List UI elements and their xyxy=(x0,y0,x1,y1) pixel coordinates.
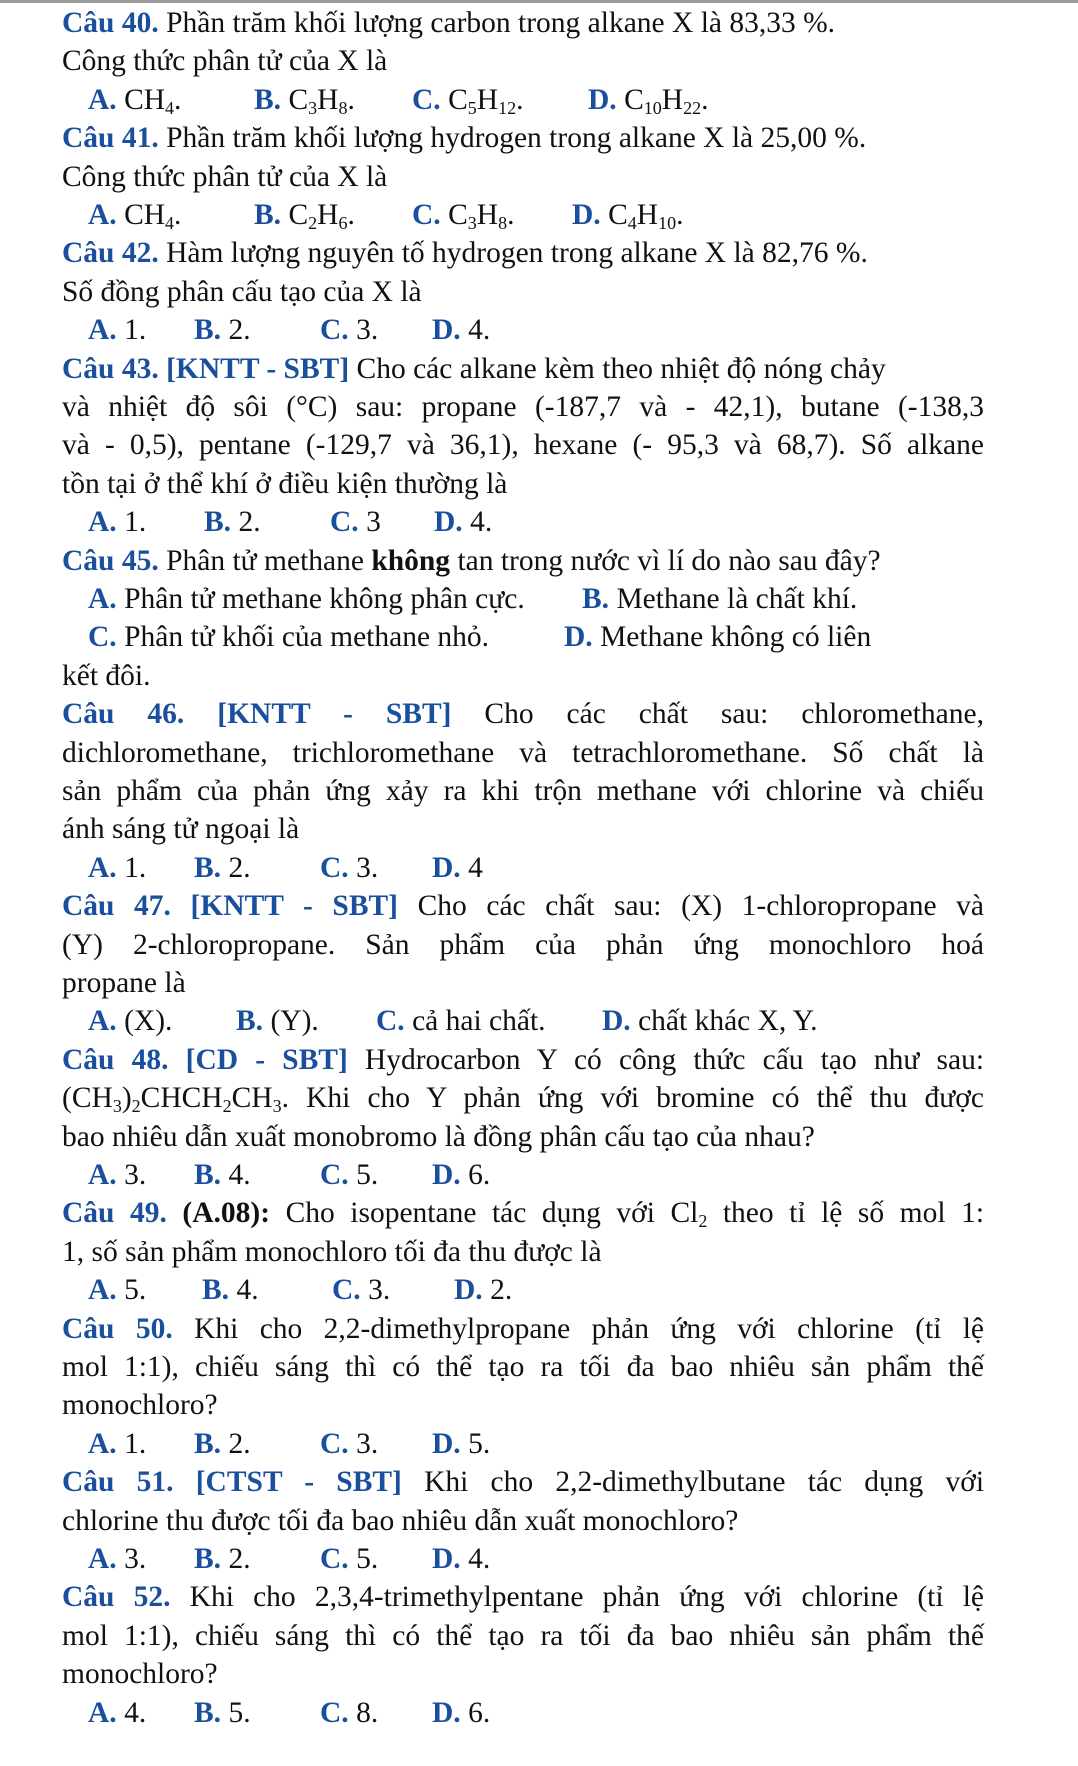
option-a[interactable]: A. $CH_4$. xyxy=(88,83,182,118)
option-b[interactable]: B. 2. xyxy=(194,1427,251,1460)
option-c[interactable]: C. $C_3H_8$. xyxy=(412,199,515,234)
answer-options xyxy=(62,1002,984,1040)
question-text-line2: Công thức phân tử của X là xyxy=(62,45,388,78)
question-text-rest: tan trong nước vì lí do nào sau đây? xyxy=(457,544,881,577)
option-b[interactable]: B. 2. xyxy=(194,314,251,347)
option-d[interactable]: D. 4. xyxy=(434,506,493,539)
question-number: Câu 50. xyxy=(62,1312,173,1345)
top-rule xyxy=(0,0,1078,3)
option-a[interactable]: A. 5. xyxy=(88,1274,147,1307)
answer-options xyxy=(62,311,984,349)
option-a[interactable]: A. 1. xyxy=(88,851,147,884)
option-d[interactable]: D. 5. xyxy=(432,1427,491,1460)
option-a[interactable]: A. 4. xyxy=(88,1696,147,1729)
option-c[interactable]: C. 3. xyxy=(320,851,379,884)
option-d[interactable]: D. 4. xyxy=(432,314,491,347)
option-c[interactable]: C. 8. xyxy=(320,1696,379,1729)
option-c[interactable]: C. Phân tử khối của methane nhỏ. xyxy=(88,621,490,654)
question-40 xyxy=(62,4,984,119)
question-text: Khi cho 2,2-dimethylpropane phản ứng với chlorine (tỉ lệ xyxy=(194,1312,985,1345)
answer-options xyxy=(62,1540,984,1578)
question-number: Câu 47. xyxy=(62,890,171,923)
question-number: Câu 42. xyxy=(62,237,159,270)
answer-options xyxy=(62,618,984,656)
option-b[interactable]: B. 4. xyxy=(202,1274,259,1307)
question-51 xyxy=(62,1463,984,1578)
option-c[interactable]: C. 3. xyxy=(320,1427,379,1460)
option-a[interactable]: A. $CH_4$. xyxy=(88,199,182,234)
question-text-line2: dichloromethane, trichloromethane và tetrachloromethane. Số chất là xyxy=(62,736,984,769)
question-number: Câu 51. xyxy=(62,1466,174,1499)
option-d[interactable]: D. 4 xyxy=(432,851,483,884)
option-b[interactable]: B. 5. xyxy=(194,1696,251,1729)
question-text: Cho các chất sau: chloromethane, xyxy=(484,698,984,731)
source-tag: [KNTT - SBT] xyxy=(166,352,350,385)
option-d[interactable]: D. $C_{10}H_{22}$. xyxy=(588,83,709,118)
answer-options xyxy=(62,849,984,887)
option-a[interactable]: A. 1. xyxy=(88,1427,147,1460)
question-number: Câu 41. xyxy=(62,122,159,155)
question-text-line2: chlorine thu được tối đa bao nhiêu dẫn xuất monochloro? xyxy=(62,1504,739,1537)
option-d[interactable]: D. 6. xyxy=(432,1159,491,1192)
question-48 xyxy=(62,1041,984,1195)
question-text-rest: theo tỉ lệ số mol 1: xyxy=(722,1197,985,1230)
question-number: Câu 52. xyxy=(62,1581,171,1614)
answer-options xyxy=(62,1425,984,1463)
option-a[interactable]: A. Phân tử methane không phân cực. xyxy=(88,583,525,616)
question-52 xyxy=(62,1578,984,1732)
option-b[interactable]: B. $C_3H_8$. xyxy=(254,83,355,118)
question-number: Câu 46. xyxy=(62,698,185,731)
option-d[interactable]: D. 4. xyxy=(432,1543,491,1576)
question-46 xyxy=(62,695,984,887)
question-number: Câu 43. xyxy=(62,352,159,385)
answer-options xyxy=(62,1271,984,1309)
question-text-line2: mol 1:1), chiếu sáng thì có thể tạo ra tối đa bao nhiêu sản phẩm thế xyxy=(62,1619,984,1652)
option-a[interactable]: A. 3. xyxy=(88,1159,147,1192)
question-text-line2: 1, số sản phẩm monochloro tối đa thu được là xyxy=(62,1235,602,1268)
option-b[interactable]: B. $C_2H_6$. xyxy=(254,199,355,234)
option-d-continued: kết đôi. xyxy=(62,659,151,692)
structural-formula: $(CH_3)_2CHCH_2CH_3$. xyxy=(62,1082,289,1117)
option-c[interactable]: C. 3. xyxy=(320,314,379,347)
question-41 xyxy=(62,119,984,234)
option-c[interactable]: C. $C_5H_{12}$. xyxy=(412,83,524,118)
option-a[interactable]: A. 1. xyxy=(88,506,147,539)
option-c[interactable]: C. 5. xyxy=(320,1159,379,1192)
question-text: Cho isopentane tác dụng với Cl xyxy=(285,1197,699,1230)
option-a[interactable]: A. (X). xyxy=(88,1005,173,1038)
option-c[interactable]: C. 5. xyxy=(320,1543,379,1576)
question-text-line2: và nhiệt độ sôi (°C) sau: propane (-187,7 và - 42,1), butane (-138,3 xyxy=(62,391,984,424)
answer-options xyxy=(62,503,984,541)
option-d[interactable]: D. $C_4H_{10}$. xyxy=(572,199,684,234)
question-text: Phần trăm khối lượng hydrogen trong alkane X là 25,00 %. xyxy=(166,122,867,155)
option-c[interactable]: C. 3 xyxy=(330,506,381,539)
question-text: Khi cho 2,3,4-trimethylpentane phản ứng với chlorine (tỉ lệ xyxy=(189,1581,985,1614)
answer-options xyxy=(62,81,984,119)
question-text-line3: và - 0,5), pentane (-129,7 và 36,1), hexane (- 95,3 và 68,7). Số alkane xyxy=(62,429,984,462)
option-b[interactable]: B. 2. xyxy=(194,1543,251,1576)
question-text-line2: Số đồng phân cấu tạo của X là xyxy=(62,275,422,308)
question-text-line3: monochloro? xyxy=(62,1389,218,1422)
question-text: Khi cho 2,2-dimethylbutane tác dụng với xyxy=(424,1466,985,1499)
question-42 xyxy=(62,234,984,349)
option-b[interactable]: B. 2. xyxy=(204,506,261,539)
question-text-line4: ánh sáng tử ngoại là xyxy=(62,813,300,846)
question-text-line3: monochloro? xyxy=(62,1658,218,1691)
option-c[interactable]: C. cả hai chất. xyxy=(376,1005,546,1038)
question-text-line3: sản phẩm của phản ứng xảy ra khi trộn methane với chlorine và chiếu xyxy=(62,775,984,808)
option-a[interactable]: A. 3. xyxy=(88,1543,147,1576)
emphasis-text: không xyxy=(371,544,451,577)
question-43 xyxy=(62,350,984,542)
answer-options xyxy=(62,1694,984,1732)
option-d[interactable]: D. chất khác X, Y. xyxy=(602,1005,818,1038)
question-text-line3: bao nhiêu dẫn xuất monobromo là đồng phân cấu tạo của nhau? xyxy=(62,1120,815,1153)
option-d[interactable]: D. 2. xyxy=(454,1274,513,1307)
question-text-line2: (Y) 2-chloropropane. Sản phẩm của phản ứng monochloro hoá xyxy=(62,928,984,961)
question-50 xyxy=(62,1310,984,1464)
question-text: Hydrocarbon Y có công thức cấu tạo như sau: xyxy=(364,1043,985,1076)
question-number: Câu 45. xyxy=(62,544,159,577)
option-d[interactable]: D. Methane không có liên xyxy=(564,621,872,654)
question-49: Câu 49. (A.08): Cho isopentane tác dụng với $Cl_2$ theo tỉ lệ số mol 1: 1, số sản phẩm monochloro tối đa thu được là A. 5. B. 4. C. 3. D. 2. xyxy=(62,1194,984,1309)
question-text: Phân tử methane xyxy=(166,544,364,577)
source-tag: [KNTT - SBT] xyxy=(190,890,399,923)
option-b[interactable]: B. 2. xyxy=(194,851,251,884)
option-b[interactable]: B. (Y). xyxy=(236,1005,319,1038)
question-text-line2: $(CH_3)_2CHCH_2CH_3$. Khi cho Y phản ứng với bromine có thể thu được xyxy=(62,1082,984,1117)
question-number: Câu 48. xyxy=(62,1043,169,1076)
question-47 xyxy=(62,887,984,1041)
question-text-line2: mol 1:1), chiếu sáng thì có thể tạo ra tối đa bao nhiêu sản phẩm thế xyxy=(62,1351,984,1384)
source-tag: [CD - SBT] xyxy=(185,1043,348,1076)
question-text-line2: Công thức phân tử của X là xyxy=(62,160,388,193)
option-b[interactable]: B. Methane là chất khí. xyxy=(582,583,858,616)
question-number: Câu 40. xyxy=(62,7,159,39)
answer-options xyxy=(62,580,984,618)
question-text: Hàm lượng nguyên tố hydrogen trong alkane X là 82,76 %. xyxy=(166,237,868,270)
option-d[interactable]: D. 6. xyxy=(432,1696,491,1729)
source-tag: [KNTT - SBT] xyxy=(217,698,452,731)
question-text: Cho các chất sau: (X) 1-chloropropane và xyxy=(417,890,984,923)
option-a[interactable]: A. 1. xyxy=(88,314,147,347)
question-sheet xyxy=(62,4,984,1732)
source-tag: (A.08): xyxy=(182,1197,271,1230)
question-text-line4: tồn tại ở thể khí ở điều kiện thường là xyxy=(62,467,508,500)
option-b[interactable]: B. 4. xyxy=(194,1159,251,1192)
option-c[interactable]: C. 3. xyxy=(332,1274,391,1307)
question-text: Cho các alkane kèm theo nhiệt độ nóng chảy xyxy=(356,352,886,385)
answer-options xyxy=(62,1156,984,1194)
question-45 xyxy=(62,542,984,696)
question-text-line3: propane là xyxy=(62,967,186,1000)
answer-options xyxy=(62,196,984,234)
source-tag: [CTST - SBT] xyxy=(195,1466,402,1499)
question-text: Phần trăm khối lượng carbon trong alkane X là 83,33 %. xyxy=(166,7,836,39)
question-number: Câu 49. xyxy=(62,1197,167,1230)
